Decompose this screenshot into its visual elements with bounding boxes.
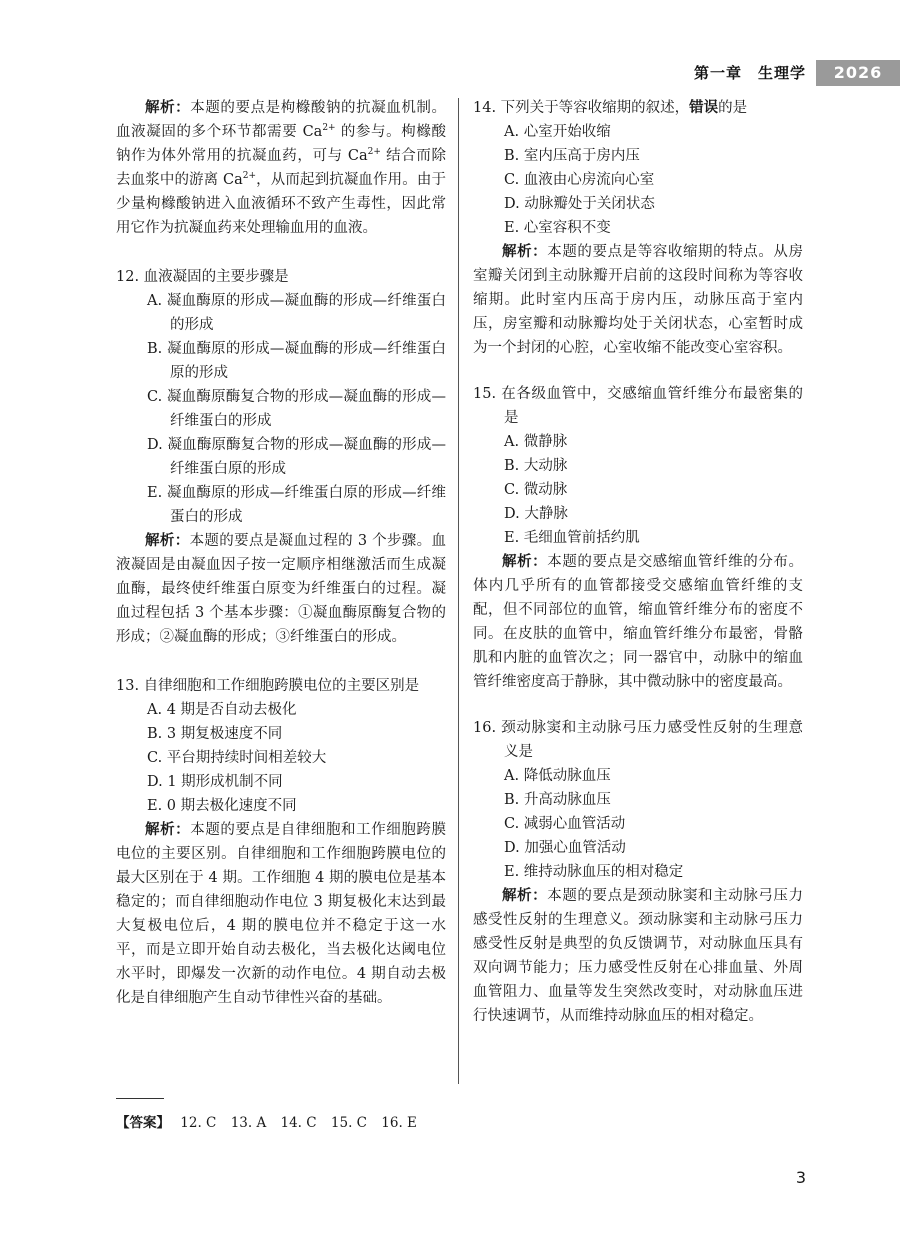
chapter-title: 第一章 生理学: [693, 64, 806, 82]
q15-option-d: D. 大静脉: [504, 506, 568, 522]
q16-option-b: B. 升高动脉血压: [504, 792, 611, 808]
explanation-label: 解析：: [502, 554, 548, 570]
spacer: [473, 360, 803, 382]
q13-stem: 13. 自律细胞和工作细胞跨膜电位的主要区别是: [116, 678, 420, 694]
q14-option-b: B. 室内压高于房内压: [504, 148, 640, 164]
q12-option-c: C. 凝血酶原酶复合物的形成—凝血酶的形成—纤维蛋白的形成: [147, 389, 446, 429]
q14-option-e: E. 心室容积不变: [504, 220, 611, 236]
q13-option-b: B. 3 期复极速度不同: [147, 726, 283, 742]
q16-explanation-text: 本题的要点是颈动脉窦和主动脉弓压力感受性反射的生理意义。颈动脉窦和主动脉弓压力感受性反射是典型的负反馈调节，对动脉血压具有双向调节能力；压力感受性反射在心排血量、外周血管阻力、血量等发生突然改变时，对动脉血压进行快速调节，从而维持动脉血压的相对稳定。: [473, 888, 804, 1024]
q12-stem: 12. 血液凝固的主要步骤是: [116, 269, 289, 285]
q15-option-a: A. 微静脉: [504, 434, 568, 450]
question-12: [116, 265, 446, 649]
q13-option-a: A. 4 期是否自动去极化: [147, 702, 297, 718]
answer-item: 14. C: [280, 1115, 317, 1131]
right-column: [473, 96, 803, 1028]
q15-explanation: [473, 550, 803, 694]
year-badge: 2026: [816, 60, 900, 86]
question-15: [473, 382, 803, 694]
q15-explanation-text: 本题的要点是交感缩血管纤维的分布。体内几乎所有的血管都接受交感缩血管纤维的支配，但不同部位的血管，缩血管纤维分布的密度不同。在皮肤的血管中，缩血管纤维分布最密，骨骼肌和内脏的血管次之；同一器官中，动脉中的缩血管纤维密度高于静脉，其中微动脉中的密度最高。: [473, 554, 804, 690]
q13-option-c: C. 平台期持续时间相差较大: [147, 750, 327, 766]
q15-option-b: B. 大动脉: [504, 458, 568, 474]
superscript: 2+: [322, 123, 336, 134]
q12-option-d: D. 凝血酶原酶复合物的形成—凝血酶的形成—纤维蛋白原的形成: [147, 437, 446, 477]
q13-explanation-text: 本题的要点是自律细胞和工作细胞跨膜电位的主要区别。自律细胞和工作细胞跨膜电位的最大区别在于 4 期。工作细胞 4 期的膜电位是基本稳定的；而自律细胞动作电位 3 期复极化末达到最大复极电位后，4 期的膜电位并不稳定于这一水平，而是立即开始自动去极化，当去极化达阈电位水平时，即爆发一次新的动作电位。4 期自动去极化是自律细胞产生自动节律性兴奋的基础。: [116, 822, 447, 1006]
answer-label: 【答案】: [116, 1115, 170, 1131]
spacer: [473, 694, 803, 716]
q16-option-e: E. 维持动脉血压的相对稳定: [504, 864, 684, 880]
q14-stem-emphasis: 错误: [689, 99, 719, 116]
column-divider: [458, 98, 459, 1084]
q11-text-4: ，从而起到抗凝血作用。由于少量枸橼酸钠进入血液循环不致产生毒性，因此常用它作为抗凝血药来处理输血用的血液。: [116, 172, 446, 236]
q11-text-1: 本题的要点是枸橼酸钠的抗凝血机制。血液凝固的多个环节都需要 Ca: [116, 100, 447, 140]
answer-item: 16. E: [381, 1115, 417, 1131]
explanation-label: 解析：: [145, 822, 191, 838]
q14-option-c: C. 血液由心房流向心室: [504, 172, 655, 188]
q12-option-a: A. 凝血酶原的形成—凝血酶的形成—纤维蛋白的形成: [147, 293, 446, 333]
q12-option-e: E. 凝血酶原的形成—纤维蛋白原的形成—纤维蛋白的形成: [147, 485, 446, 525]
spacer: [116, 649, 446, 674]
q16-option-d: D. 加强心血管活动: [504, 840, 626, 856]
q13-option-e: E. 0 期去极化速度不同: [147, 798, 297, 814]
q12-explanation: [116, 529, 446, 649]
q14-explanation-text: 本题的要点是等容收缩期的特点。从房室瓣关闭到主动脉瓣开启前的这段时间称为等容收缩期。此时室内压高于房内压，动脉压高于室内压，房室瓣和动脉瓣均处于关闭状态，心室暂时成为一个封闭的心腔，心室收缩不能改变心室容积。: [473, 244, 804, 356]
question-14: [473, 96, 803, 360]
answer-key: [116, 1113, 427, 1133]
answer-item: 12. C: [180, 1115, 217, 1131]
q16-option-c: C. 减弱心血管活动: [504, 816, 626, 832]
q12-explanation-text: 本题的要点是凝血过程的 3 个步骤。血液凝固是由凝血因子按一定顺序相继激活而生成凝血酶，最终使纤维蛋白原变为纤维蛋白的过程。凝血过程包括 3 个基本步骤：①凝血酶原酶复合物的形成；②凝血酶的形成；③纤维蛋白的形成。: [116, 533, 446, 645]
answer-rule: [116, 1098, 164, 1099]
explanation-label: 解析：: [502, 888, 548, 904]
answer-item: 15. C: [330, 1115, 367, 1131]
q11-text-3: 结合而除去血浆中的游离 Ca: [116, 148, 446, 188]
explanation-label: 解析：: [502, 244, 548, 260]
q14-stem-prefix: 14. 下列关于等容收缩期的叙述，: [473, 100, 690, 116]
q14-stem-suffix: 的是: [718, 100, 748, 116]
superscript: 2+: [367, 147, 381, 158]
explanation-label: 解析：: [145, 533, 190, 549]
q13-option-d: D. 1 期形成机制不同: [147, 774, 283, 790]
superscript: 2+: [242, 171, 257, 182]
q14-option-a: A. 心室开始收缩: [504, 124, 611, 140]
page-header: [0, 0, 900, 100]
q15-option-c: C. 微动脉: [504, 482, 568, 498]
q15-stem: 15. 在各级血管中，交感缩血管纤维分布最密集的是: [473, 386, 803, 426]
q12-option-b: B. 凝血酶原的形成—凝血酶的形成—纤维蛋白原的形成: [147, 341, 446, 381]
q14-option-d: D. 动脉瓣处于关闭状态: [504, 196, 655, 212]
page-number: 3: [795, 1168, 806, 1187]
question-13: [116, 674, 446, 1010]
q14-stem: [473, 96, 803, 120]
spacer: [116, 240, 446, 265]
q13-explanation: [116, 818, 446, 1010]
q16-stem: 16. 颈动脉窦和主动脉弓压力感受性反射的生理意义是: [473, 720, 803, 760]
answer-item: 13. A: [230, 1115, 267, 1131]
q16-option-a: A. 降低动脉血压: [504, 768, 611, 784]
q11-text-2: 的参与。枸橼酸钠作为体外常用的抗凝血药，可与 Ca: [116, 124, 446, 164]
q15-option-e: E. 毛细血管前括约肌: [504, 530, 640, 546]
question-16: [473, 716, 803, 1028]
q16-explanation: [473, 884, 803, 1028]
q14-explanation: [473, 240, 803, 360]
q11-explanation: [116, 96, 446, 240]
left-column: [116, 96, 446, 1010]
explanation-label: 解析：: [145, 100, 191, 116]
